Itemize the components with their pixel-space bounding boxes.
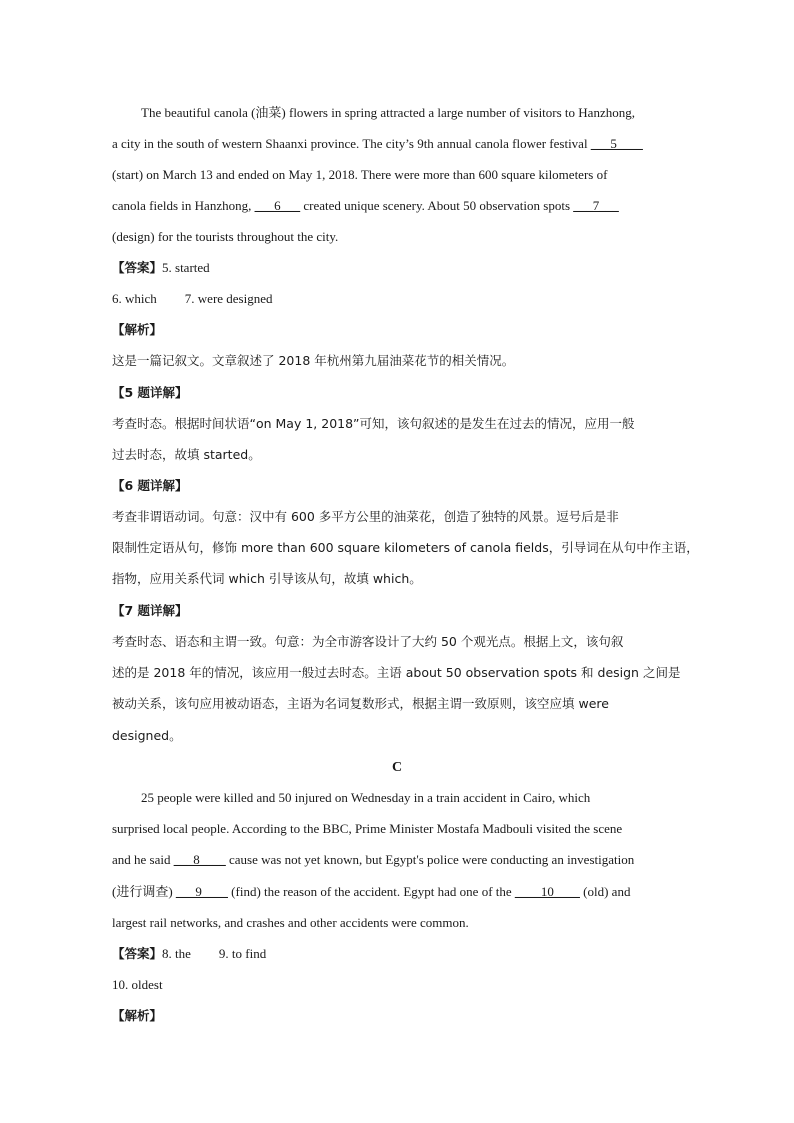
analysis-text: 考查非谓语动词。句意：汉中有 600 多平方公里的油菜花，创造了独特的风景。逗号后是非 [112, 509, 619, 524]
answer-5: 5. started [162, 260, 210, 275]
passage-text: (old) and [579, 884, 631, 899]
analysis-line [112, 665, 684, 681]
answer-line [112, 977, 684, 993]
analysis-line [112, 696, 684, 712]
passage-text: surprised local people. According to the BBC, Prime Minister Mostafa Madbouli visited the scene [112, 821, 623, 836]
passage-text: canola fields in Hanzhong, [112, 198, 255, 213]
analysis-line [112, 1008, 684, 1024]
analysis-line [112, 634, 684, 650]
answer-tag: 【答案】 [112, 946, 163, 961]
analysis-line [112, 540, 699, 556]
passage-text: created unique scenery. About 50 observation spots [300, 198, 574, 213]
passage-text: The beautiful canola (油菜) flowers in spring attracted a large number of visitors to Hanzhong, [141, 105, 635, 120]
analysis-line [112, 322, 684, 338]
analysis-line [112, 416, 684, 432]
passage-text: 25 people were killed and 50 injured on Wednesday in a train accident in Cairo, which [141, 790, 591, 805]
question-5-tag: 【5 题详解】 [112, 385, 188, 400]
answer-9: 9. to find [218, 946, 267, 961]
answer-tag: 【答案】 [112, 260, 163, 275]
analysis-text: 被动关系，该句应用被动语态，主语为名词复数形式，根据主谓一致原则，该空应填 were [112, 696, 609, 711]
analysis-line [112, 447, 684, 463]
analysis-tag: 【解析】 [112, 322, 163, 337]
question-6-tag: 【6 题详解】 [112, 478, 188, 493]
passage-text: (design) for the tourists throughout the city. [112, 229, 339, 244]
analysis-line [112, 385, 684, 401]
answer-6: 6. which [112, 291, 157, 306]
analysis-tag: 【解析】 [112, 1008, 163, 1023]
analysis-line [112, 603, 684, 619]
passage-line [112, 136, 684, 152]
analysis-summary: 这是一篇记叙文。文章叙述了 2018 年杭州第九届油菜花节的相关情况。 [112, 353, 515, 368]
blank-7: ___7___ [573, 198, 619, 213]
answer-line [112, 260, 684, 276]
blank-9: ___9____ [175, 884, 228, 899]
passage-line [112, 852, 684, 868]
answer-7: 7. were designed [184, 291, 273, 306]
analysis-line [112, 728, 684, 744]
answer-10: 10. oldest [112, 977, 163, 992]
analysis-text: 指物，应用关系代词 which 引导该从句，故填 which。 [112, 571, 422, 586]
blank-10: ____10____ [514, 884, 580, 899]
passage-line [112, 821, 684, 837]
passage-line [112, 884, 684, 900]
passage-text: and he said [112, 852, 174, 867]
analysis-text: 限制性定语从句，修饰 more than 600 square kilometers of canola fields，引导词在从句中作主语， [112, 540, 699, 555]
answer-8: 8. the [162, 946, 191, 961]
question-7-tag: 【7 题详解】 [112, 603, 188, 618]
passage-text: (start) on March 13 and ended on May 1, 2018. There were more than 600 square kilometers of [112, 167, 608, 182]
analysis-text: 考查时态。根据时间状语“on May 1, 2018”可知，该句叙述的是发生在过去的情况，应用一般 [112, 416, 635, 431]
passage-line [141, 790, 713, 806]
passage-text: (find) the reason of the accident. Egypt had one of the [227, 884, 515, 899]
blank-6: ___6___ [254, 198, 301, 213]
analysis-line [112, 509, 684, 525]
section-heading: C [391, 760, 403, 775]
analysis-text: designed。 [112, 728, 182, 743]
analysis-line [112, 353, 684, 369]
answer-line [112, 291, 684, 307]
passage-line [112, 198, 684, 214]
analysis-text: 考查时态、语态和主谓一致。句意：为全市游客设计了大约 50 个观光点。根据上文，该句叙 [112, 634, 624, 649]
answer-line [112, 946, 684, 962]
analysis-text: 述的是 2018 年的情况，该应用一般过去时态。主语 about 50 observation spots 和 design 之间是 [112, 665, 681, 680]
passage-line [112, 915, 684, 931]
passage-line [112, 167, 684, 183]
analysis-line [112, 478, 684, 494]
passage-text: cause was not yet known, but Egypt's police were conducting an investigation [225, 852, 635, 867]
passage-text: a city in the south of western Shaanxi province. The city’s 9th annual canola flower festival [112, 136, 591, 151]
analysis-text: 过去时态，故填 started。 [112, 447, 261, 462]
blank-5: ___5____ [590, 136, 643, 151]
blank-8: ___8____ [173, 852, 226, 867]
passage-text: largest rail networks, and crashes and other accidents were common. [112, 915, 469, 930]
passage-line [112, 229, 684, 245]
passage-line [141, 105, 713, 121]
analysis-line [112, 571, 684, 587]
passage-text: (进行调查) [112, 884, 176, 899]
